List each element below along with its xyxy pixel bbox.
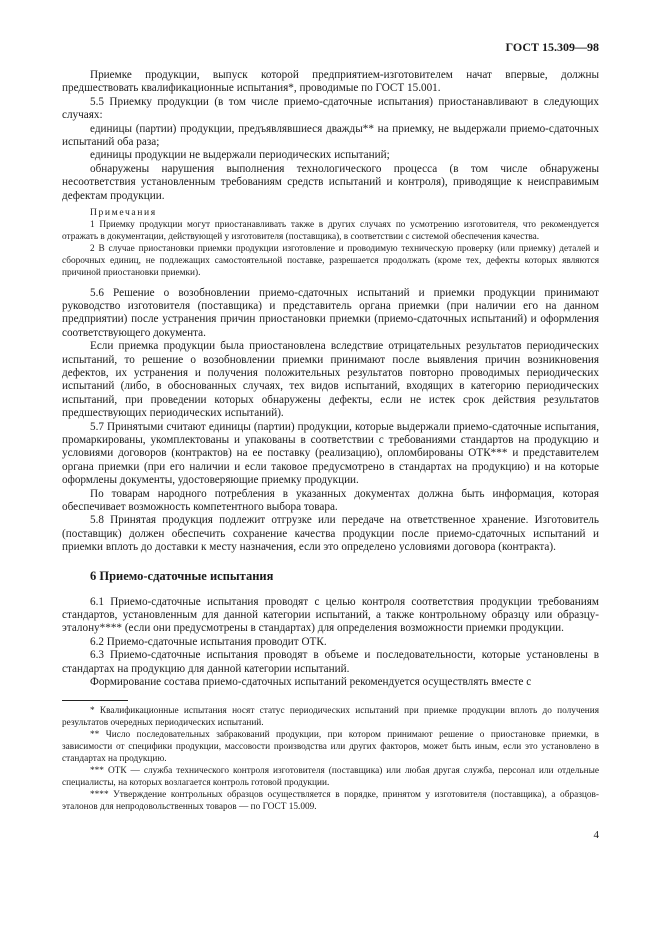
paragraph: Если приемка продукции была приостановлена вследствие отрицательных результатов периодических испытаний, то решение о возобновлении приемки принимают после выявления причин возникновения дефектов, их устранения и получения положительных результатов повторно проводимых периодических испытаний (либо, в обоснованных случаях, тех видов испытаний, входящих в категорию периодических испытаний, при проведении которых обнаружены дефекты, если не истек срок действия результатов предшествующих периодических испытаний).: [62, 340, 599, 420]
footnotes: [62, 705, 599, 814]
footnote: *** ОТК — служба технического контроля изготовителя (поставщика) или любая другая служба, персонал или отдельные специалисты, на которых возлагается контроль готовой продукции.: [62, 765, 599, 789]
paragraph: обнаружены нарушения выполнения технологического процесса (в том числе обнаружены несоответствия установленным требованиям средств испытаний и контроля), приводящие к неисправимым дефектам продукции.: [62, 162, 599, 202]
document-header: ГОСТ 15.309—98: [505, 40, 599, 54]
footnote-divider: [62, 700, 128, 701]
paragraph: Формирование состава приемо-сдаточных испытаний рекомендуется осуществлять вместе с: [90, 676, 532, 689]
note: 2 В случае приостановки приемки продукции изготовление и проводимую техническую проверку (или приемку) деталей и сборочных единиц, не подлежащих самостоятельной поставке, разрешается продолжать (кроме тех, дефекты которых являются причиной приостановки приемки).: [62, 244, 599, 279]
paragraph: 5.6 Решение о возобновлении приемо-сдаточных испытаний и приемки продукции принимают руководство изготовителя (поставщика) и представитель органа приемки (при наличии его на данном предприятии) после устранения причин приостановки приемки (приемо-сдаточных испытаний) и оформления соответствующего документа.: [62, 286, 599, 339]
section-title: 6 Приемо-сдаточные испытания: [90, 568, 274, 583]
paragraph: Приемке продукции, выпуск которой предприятием-изготовителем начат впервые, должны предшествовать квалификационные испытания*, проводимые по ГОСТ 15.001.: [62, 69, 599, 95]
paragraph: По товарам народного потребления в указанных документах должна быть информация, которая обеспечивает возможность компетентного выбора товара.: [62, 487, 599, 514]
paragraph: 6.1 Приемо-сдаточные испытания проводят с целью контроля соответствия продукции требованиям стандартов, установленным для данной категории испытаний, а также контрольному образцу или образцу-эталону**** (если они предусмотрены в стандартах) для определения возможности приемки продукции.: [62, 595, 599, 635]
footnote: ** Число последовательных забракований продукции, при котором принимают решение о приостановке приемки, в зависимости от специфики продукции, массовости производства или других факторов, может быть иным, если это установлено в стандартах на продукцию.: [62, 729, 599, 764]
body-block-3: [62, 596, 599, 690]
footnote: * Квалификационные испытания носят статус периодических испытаний при приемке продукции вплоть до получения результатов очередных периодических испытаний.: [62, 705, 599, 728]
paragraph: 5.7 Принятыми считают единицы (партии) продукции, которые выдержали приемо-сдаточные испытания, промаркированы, укомплектованы и упакованы в соответствии с требованиями стандартов на продукцию и условиями договоров (контрактов) на ее поставку (реализацию), опломбированы ОТК*** и представителем органа приемки (при его наличии и если таковое предусмотрено в стандартах на продукцию) и на которые оформлены документы, удостоверяющие приемку продукции.: [62, 420, 599, 487]
body-block-1: [62, 69, 599, 203]
note: 1 Приемку продукции могут приостанавливать также в других случаях по усмотрению изготовителя, что рекомендуется отражать в документации, действующей у изготовителя (поставщика), в соответствии с системой обеспечения качества.: [62, 220, 599, 243]
paragraph: 6.2 Приемо-сдаточные испытания проводит ОТК.: [90, 635, 327, 648]
paragraph: 5.5 Приемку продукции (в том числе приемо-сдаточные испытания) приостанавливают в следующих случаях:: [62, 95, 599, 122]
notes-title: Примечания: [90, 207, 157, 219]
paragraph: 5.8 Принятая продукция подлежит отгрузке или передаче на ответственное хранение. Изготовитель (поставщик) должен обеспечить сохранение качества продукции после приемо-сдаточных испытаний и приемки вплоть до доставки к месту назначения, если это определено условиями договора (контракта).: [62, 514, 599, 554]
footnote: **** Утверждение контрольных образцов осуществляется в порядке, принятом у изготовителя (поставщика), а образцов-эталонов для непродовольственных товаров — по ГОСТ 15.009.: [62, 790, 599, 813]
paragraph: единицы (партии) продукции, предъявлявшиеся дважды** на приемку, не выдержали приемо-сдаточных испытаний оба раза;: [62, 122, 599, 149]
page-number: 4: [593, 829, 599, 841]
body-block-2: [62, 287, 599, 555]
paragraph: единицы продукции не выдержали периодических испытаний;: [90, 149, 390, 162]
paragraph: 6.3 Приемо-сдаточные испытания проводят в объеме и последовательности, которые установлены в стандартах на продукцию для данной категории испытаний.: [62, 649, 599, 675]
